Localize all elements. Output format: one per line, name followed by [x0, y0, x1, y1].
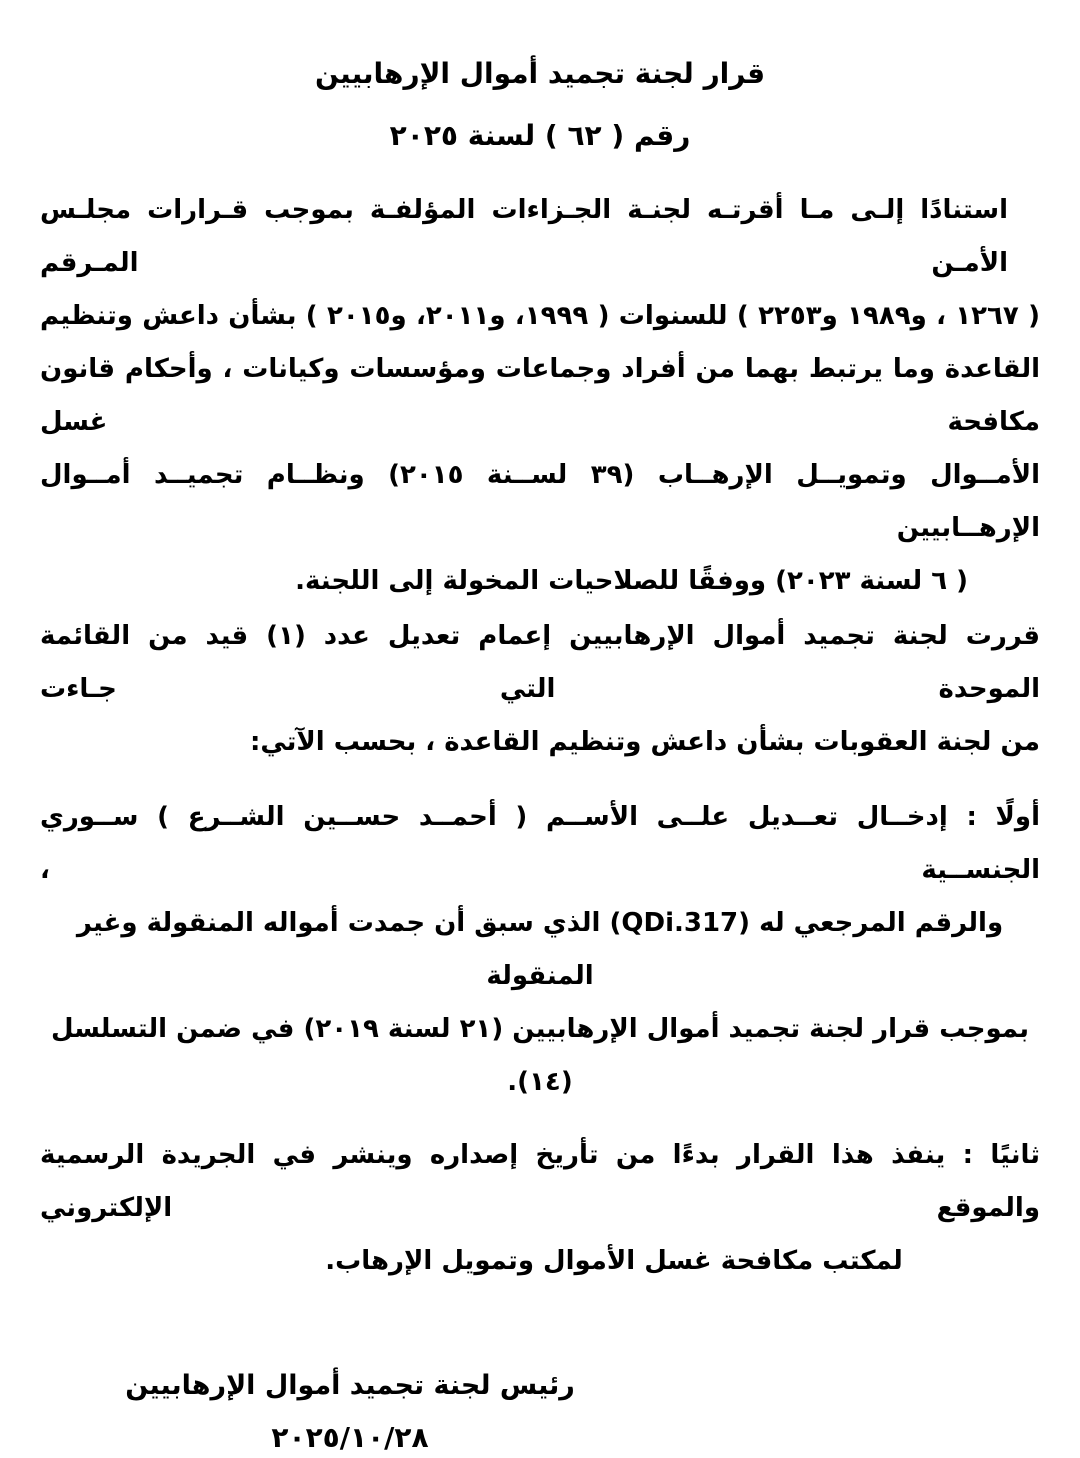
clause-first-line: والرقم المرجعي له (QDi.317) الذي سبق أن جمدت أمواله المنقولة وغير المنقولة — [76, 908, 1004, 991]
preamble-line: ( ٦ لسنة ٢٠٢٣) ووفقًا للصلاحيات المخولة إلى اللجنة. — [295, 566, 968, 596]
signature-title: رئيس لجنة تجميد أموال الإرهابيين — [125, 1370, 575, 1401]
preamble-paragraph — [40, 184, 1040, 608]
signature-block — [0, 1366, 700, 1458]
decision-statement — [40, 610, 1040, 769]
preamble-line: استنادًا إلـى مـا أقرتـه لجنـة الجـزاءات المؤلفـة بموجب قـرارات مجلـس الأمـن المـرقم — [40, 195, 1008, 278]
preamble-line: القاعدة وما يرتبط بهما من أفراد وجماعات ومؤسسات وكيانات ، وأحكام قانون مكافحة غسل — [40, 354, 1040, 437]
signature-date: ٢٠٢٥/١٠/٢٨ — [271, 1421, 429, 1454]
clause-first-line: بموجب قرار لجنة تجميد أموال الإرهابيين (٢١ لسنة ٢٠١٩) في ضمن التسلسل (١٤). — [51, 1014, 1029, 1097]
clause-first-line: أولًا : إدخــال تعــديل علــى الأســم ( أحمــد حســين الشــرع ) ســوري الجنســية ، — [40, 802, 1040, 885]
decision-line: قررت لجنة تجميد أموال الإرهابيين إعمام تعديل عدد (١) قيد من القائمة الموحدة التي جـاءت — [40, 621, 1040, 704]
document-body — [40, 184, 1040, 1288]
document-header — [0, 0, 1080, 156]
clause-second — [40, 1129, 1040, 1288]
preamble-line: الأمــوال وتمويــل الإرهــاب (٣٩ لســنة ٢٠١٥) ونظــام تجميــد أمــوال الإرهــابيين — [40, 460, 1040, 543]
clause-second-line: ثانيًا : ينفذ هذا القرار بدءًا من تأريخ إصداره وينشر في الجريدة الرسمية والموقع الإلكتروني — [40, 1140, 1040, 1223]
document-title: قرار لجنة تجميد أموال الإرهابيين — [314, 57, 766, 90]
decision-line: من لجنة العقوبات بشأن داعش وتنظيم القاعدة ، بحسب الآتي: — [249, 727, 1040, 757]
preamble-line: ( ١٢٦٧ ، و١٩٨٩ و٢٢٥٣ ) للسنوات ( ١٩٩٩، و٢٠١١، و٢٠١٥ ) بشأن داعش وتنظيم — [40, 301, 1040, 331]
clause-first — [40, 791, 1040, 1109]
decision-number: رقم ( ٦٢ ) لسنة ٢٠٢٥ — [389, 119, 691, 152]
clause-second-line: لمكتب مكافحة غسل الأموال وتمويل الإرهاب. — [325, 1246, 903, 1276]
